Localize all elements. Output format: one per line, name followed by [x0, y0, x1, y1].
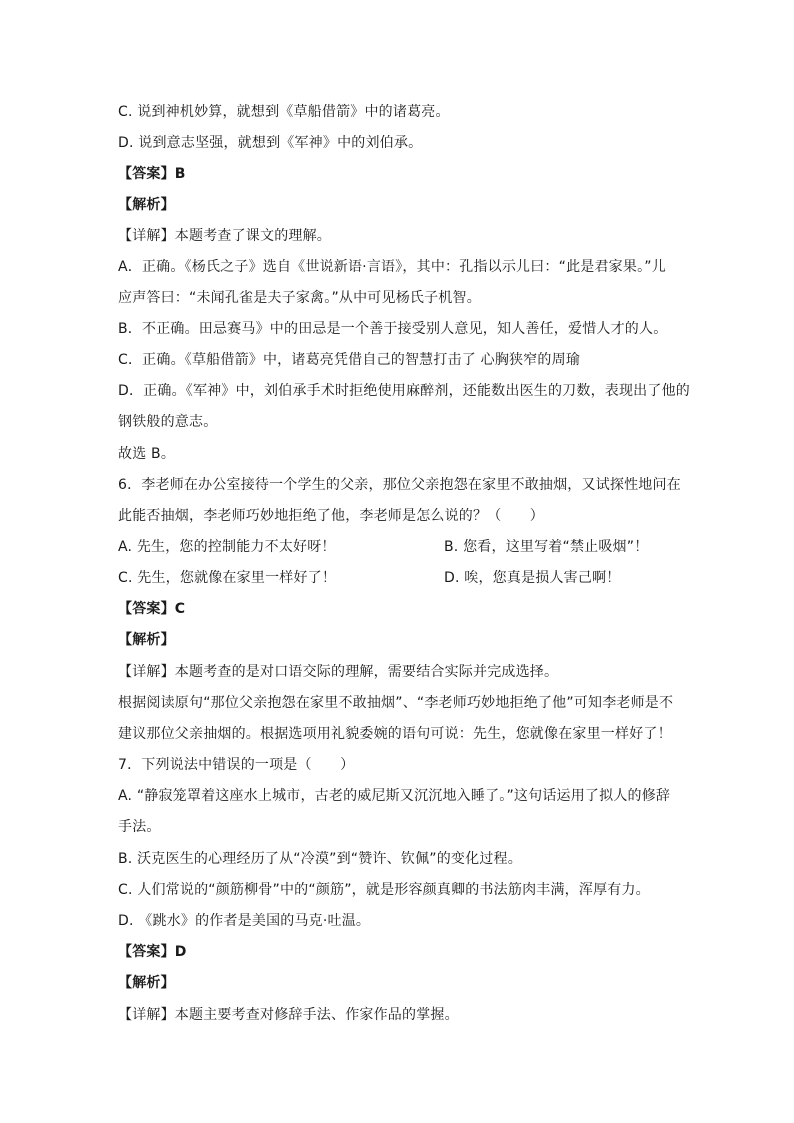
q6-stem-line2: 此能否抽烟，李老师巧妙地拒绝了他，李老师是怎么说的？（ ） — [118, 508, 544, 524]
q5-detail-b: B．不正确。田忌赛马》中的田忌是一个善于接受别人意见，知人善任，爱惜人才的人。 — [118, 321, 668, 337]
q6-detail-line2: 根据阅读原句“那位父亲抱怨在家里不敢抽烟”、“李老师巧妙地拒绝了他”可知李老师是不 — [118, 695, 674, 711]
q5-answer: 【答案】B — [118, 166, 186, 182]
q7-option-b: B. 沃克医生的心理经历了从“冷漠”到“赞许、钦佩”的变化过程。 — [118, 851, 522, 867]
q7-analysis-heading: 【解析】 — [118, 975, 175, 991]
q6-option-c: C. 先生，您就像在家里一样好了！ — [118, 570, 337, 586]
q5-detail-d-line1: D．正确。《军神》中，刘伯承手术时拒绝使用麻醉剂，还能数出医生的刀数，表现出了他的 — [118, 383, 690, 399]
q5-analysis-heading: 【解析】 — [118, 197, 175, 213]
q5-option-c: C. 说到神机妙算，就想到《草船借箭》中的诸葛亮。 — [118, 104, 450, 120]
q7-detail: 【详解】本题主要考查对修辞手法、作家作品的掌握。 — [118, 1007, 459, 1023]
q6-option-d: D. 唉，您真是损人害己啊！ — [444, 570, 621, 586]
q7-answer: 【答案】D — [118, 944, 187, 960]
q6-answer: 【答案】C — [118, 601, 186, 617]
q5-detail-c: C．正确。《草船借箭》中，诸葛亮凭借自己的智慧打击了 心胸狭窄的周瑜 — [118, 352, 581, 368]
q6-detail: 【详解】本题考查的是对口语交际的理解，需要结合实际并完成选择。 — [118, 664, 559, 680]
q5-conclusion: 故选 B。 — [118, 446, 176, 462]
q7-option-a-line2: 手法。 — [118, 819, 161, 835]
q7-option-d: D. 《跳水》的作者是美国的马克·吐温。 — [118, 913, 371, 929]
q7-option-c: C. 人们常说的“颜筋柳骨”中的“颜筋”，就是形容颜真卿的书法筋肉丰满，浑厚有力。 — [118, 882, 650, 898]
q6-option-a: A. 先生，您的控制能力不太好呀！ — [118, 539, 336, 555]
q7-stem: 7．下列说法中错误的一项是（ ） — [118, 757, 355, 773]
q5-detail-a-line1: A．正确。《杨氏之子》选自《世说新语·言语》，其中：孔指以示儿曰：“此是君家果。”儿 — [118, 259, 666, 275]
q5-detail-d-line2: 钢铁般的意志。 — [118, 414, 218, 430]
q5-detail: 【详解】本题考查了课文的理解。 — [118, 228, 331, 244]
q5-detail-a-line2: 应声答曰：“未闻孔雀是夫子家禽。”从中可见杨氏子机智。 — [118, 290, 481, 306]
q5-option-d: D. 说到意志坚强，就想到《军神》中的刘伯承。 — [118, 135, 423, 151]
q7-option-a-line1: A. “静寂笼罩着这座水上城市，古老的威尼斯又沉沉地入睡了。”这句话运用了拟人的修辞 — [118, 788, 671, 804]
q6-stem-line1: 6．李老师在办公室接待一个学生的父亲，那位父亲抱怨在家里不敢抽烟，又试探性地问在 — [118, 477, 681, 493]
q6-option-b: B. 您看，这里写着“禁止吸烟”！ — [444, 539, 649, 555]
q6-analysis-heading: 【解析】 — [118, 632, 175, 648]
q6-detail-line3: 建议那位父亲抽烟的。根据选项用礼貌委婉的语句可说：先生，您就像在家里一样好了！ — [118, 726, 672, 742]
